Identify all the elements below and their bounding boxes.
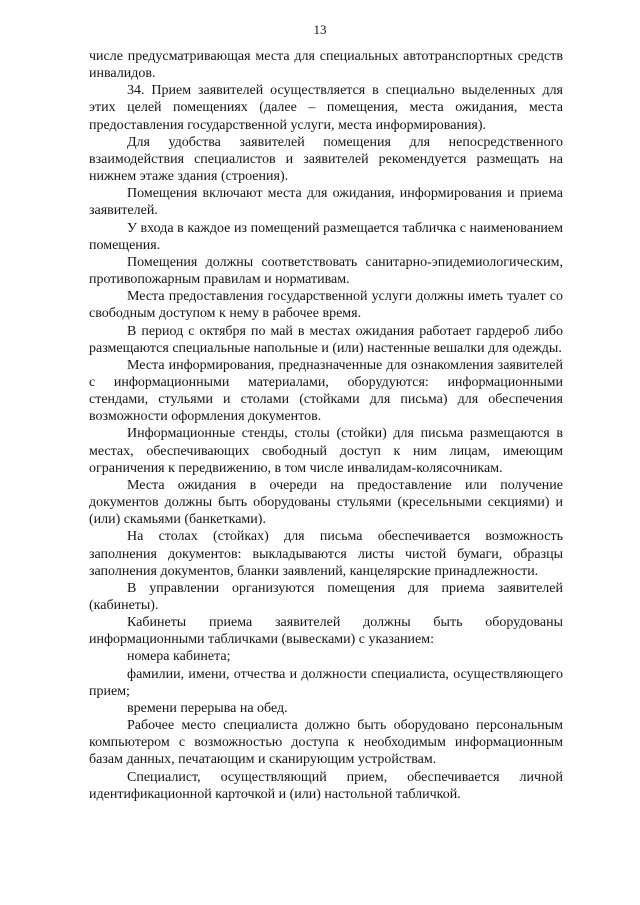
paragraph: Кабинеты приема заявителей должны быть оборудованы информационными табличками (вывесками) с указанием: bbox=[89, 615, 563, 648]
paragraph: числе предусматривающая места для специальных автотранспортных средств инвалидов. bbox=[89, 49, 563, 82]
paragraph: Помещения включают места для ожидания, информирования и приема заявителей. bbox=[89, 186, 563, 219]
paragraph: Специалист, осуществляющий прием, обеспечивается личной идентификационной карточкой и (или) настольной табличкой. bbox=[89, 769, 563, 802]
paragraph: Помещения должны соответствовать санитарно-эпидемиологическим, противопожарным правилам и нормативам. bbox=[89, 254, 563, 288]
page-number: 13 bbox=[313, 22, 327, 37]
paragraph: Рабочее место специалиста должно быть оборудовано персональным компьютером с возможностью доступа к необходимым информационным базам данных, печатающим и сканирующим устройствам. bbox=[89, 718, 563, 768]
list-item: номера кабинета; bbox=[127, 649, 231, 665]
paragraph: Места предоставления государственной услуги должны иметь туалет со свободным доступом к нему в рабочее время. bbox=[89, 289, 563, 322]
paragraph: Места ожидания в очереди на предоставление или получение документов должны быть оборудованы стульями (кресельными секциями) и (или) скамьями (банкетками). bbox=[89, 477, 563, 528]
list-item: времени перерыва на обед. bbox=[127, 700, 288, 716]
document-body bbox=[89, 48, 563, 803]
paragraph: Для удобства заявителей помещения для непосредственного взаимодействия специалистов и заявителей рекомендуется размещать на нижнем этаже здания (строения). bbox=[89, 134, 563, 185]
paragraph: Информационные стенды, столы (стойки) для письма размещаются в местах, обеспечивающих свободный доступ к ним лицам, имеющим ограничения к передвижению, в том числе инвалидам-колясочникам. bbox=[89, 426, 563, 476]
paragraph: Места информирования, предназначенные для ознакомления заявителей с информационными материалами, оборудуются: информационными стендами, стульями и столами (стойками для письма) для обеспечения возможности оформления документов. bbox=[89, 357, 563, 425]
list-item: фамилии, имени, отчества и должности специалиста, осуществляющего прием; bbox=[89, 666, 563, 699]
paragraph: В период с октября по май в местах ожидания работает гардероб либо размещаются специальные напольные и (или) настенные вешалки для одежды. bbox=[89, 323, 563, 356]
paragraph: 34. Прием заявителей осуществляется в специально выделенных для этих целей помещениях (далее – помещения, места ожидания, места предоставления государственной услуги, места информирования). bbox=[89, 83, 563, 133]
paragraph: На столах (стойках) для письма обеспечивается возможность заполнения документов: выкладываются листы чистой бумаги, образцы заполнения документов, бланки заявлений, канцелярские принадлежности. bbox=[89, 529, 563, 579]
paragraph: У входа в каждое из помещений размещается табличка с наименованием помещения. bbox=[89, 220, 563, 253]
paragraph: В управлении организуются помещения для приема заявителей (кабинеты). bbox=[89, 580, 563, 613]
